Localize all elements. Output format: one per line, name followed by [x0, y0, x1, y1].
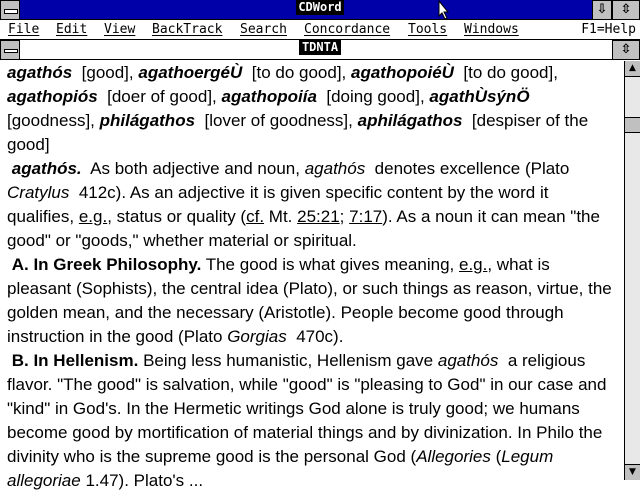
menu-search[interactable]: Search	[240, 22, 287, 37]
body-text: (	[495, 447, 502, 466]
greek-word: agathopoiéÙ	[351, 63, 454, 82]
scripture-reference-link[interactable]: 7:17	[349, 207, 383, 226]
greek-word: agathoergéÙ	[138, 63, 243, 82]
double-arrow-icon: ⇳	[620, 2, 632, 17]
gloss: [to do good],	[251, 63, 347, 82]
document-title: TDNTA	[0, 40, 640, 59]
abbreviation-link[interactable]: cf.	[246, 207, 265, 226]
arrow-down-icon: ⇩	[596, 2, 608, 17]
body-text: 1.47). Plato's ...	[85, 471, 204, 490]
work-title: Allegories	[416, 447, 491, 466]
gloss: [doer of good],	[107, 87, 217, 106]
scroll-up-button[interactable]	[625, 61, 640, 77]
menu-windows[interactable]: Windows	[464, 22, 519, 37]
section-hellenism	[0, 349, 624, 493]
greek-word: agathós	[304, 159, 366, 178]
section-greek-philosophy	[0, 253, 624, 349]
greek-word: agathÙsýnÖ	[429, 87, 530, 106]
greek-word: agathopiós	[7, 87, 98, 106]
abbreviation-link[interactable]: e.g.	[459, 255, 488, 274]
body-text: As both adjective and noun,	[90, 159, 300, 178]
gloss: [despiser of the good]	[7, 111, 589, 154]
menu-file[interactable]: File	[8, 22, 40, 37]
body-text: , what is pleasant (Sophists), the central idea (Plato), or such things as reason, virtue, the golden mean, and the necessary (Aristotle). People become good through instruction in the good (Plato	[7, 255, 612, 346]
body-text: 470c).	[296, 327, 344, 346]
greek-word: agathós	[437, 351, 499, 370]
body-text: , status or quality (	[107, 207, 247, 226]
scroll-down-button[interactable]	[625, 464, 640, 480]
minimize-button[interactable]	[592, 0, 612, 20]
scripture-reference-link[interactable]: 25:21	[297, 207, 340, 226]
work-title: Legum allegoriae	[7, 447, 554, 490]
body-text: 412c). As an adjective it is given specific content by the word it qualifies,	[7, 183, 549, 226]
menu-edit[interactable]: Edit	[56, 22, 88, 37]
scroll-down-arrow-icon: ▼	[629, 467, 636, 477]
scroll-thumb[interactable]	[625, 117, 640, 133]
double-arrow-icon: ⇳	[620, 42, 632, 57]
gloss: [doing good],	[326, 87, 425, 106]
app-title: CDWord	[298, 0, 342, 14]
document-body[interactable]	[0, 61, 624, 490]
help-hint: F1=Help	[581, 22, 636, 37]
document-titlebar	[0, 40, 640, 60]
body-text: Being less humanistic, Hellenism gave	[143, 351, 434, 370]
word-family-paragraph	[0, 61, 624, 157]
menu-view[interactable]: View	[104, 22, 136, 37]
definition-paragraph	[0, 157, 624, 253]
body-text: Mt.	[268, 207, 293, 226]
greek-word: agathopoiía	[221, 87, 317, 106]
abbreviation-link[interactable]: e.g.	[78, 207, 108, 226]
body-text: The good is what gives meaning,	[205, 255, 455, 274]
restore-button[interactable]	[612, 0, 640, 20]
body-text: ;	[339, 207, 345, 226]
gloss: [lover of goodness],	[204, 111, 353, 130]
menu-tools[interactable]: Tools	[408, 22, 448, 37]
greek-word: aphilágathos	[357, 111, 463, 130]
gloss: [goodness],	[7, 111, 95, 130]
body-text: denotes excellence (Plato	[374, 159, 570, 178]
headword: agathós.	[11, 159, 82, 178]
body-text: ). As a noun it can mean "the good" or "goods," whether material or spiritual.	[7, 207, 600, 250]
app-titlebar	[0, 0, 640, 20]
section-heading: B. In Hellenism.	[11, 351, 139, 370]
body-text: a religious flavor. "The good" is salvation, while "good" is "pleasing to God" in our case and "kind" in God's. In the Hermetic writings God alone is truly good; we humans become good by mortification of material things and by divinization. In Philo the divinity who is the supreme good is the personal	[7, 351, 607, 466]
body-text: God (	[373, 447, 417, 466]
greek-word: philágathos	[99, 111, 196, 130]
document-restore-button[interactable]	[612, 40, 640, 60]
menu-bar	[0, 20, 640, 40]
menu-backtrack[interactable]: BackTrack	[152, 22, 223, 37]
section-heading: A. In Greek Philosophy.	[11, 255, 202, 274]
gloss: [good],	[81, 63, 134, 82]
menu-concordance[interactable]: Concordance	[304, 22, 391, 37]
work-title: Gorgias	[227, 327, 287, 346]
vertical-scrollbar[interactable]	[624, 61, 640, 480]
work-title: Cratylus	[7, 183, 70, 202]
gloss: [to do good],	[463, 63, 558, 82]
greek-word: agathós	[7, 63, 73, 82]
scroll-up-arrow-icon: ▲	[629, 63, 636, 73]
